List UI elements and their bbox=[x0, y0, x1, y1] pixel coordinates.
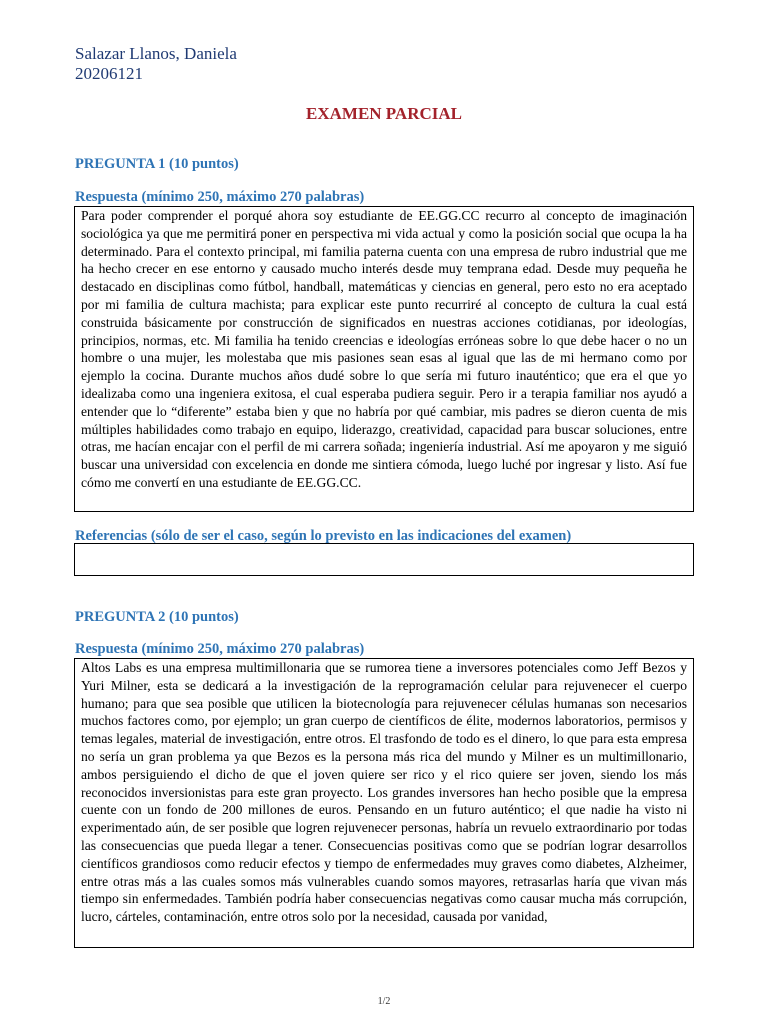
question-1-answer-box bbox=[74, 206, 694, 512]
student-code: 20206121 bbox=[75, 64, 143, 83]
question-2-answer-box bbox=[74, 658, 694, 948]
question-2-heading: PREGUNTA 2 (10 puntos) bbox=[75, 609, 239, 625]
exam-title: EXAMEN PARCIAL bbox=[306, 104, 462, 123]
question-2-answer-text: Altos Labs es una empresa multimillonaria que se rumorea tiene a inversores potenciales como Jeff Bezos y Yuri Milner, esta se dedicará a la investigación de la reprogramación celular para rejuvenecer el cuerpo humano; para que sea posible que utilicen la biotecnología para rejuvenecer células humanas son necesarios muchos factores como, por ejemplo; un gran cuerpo de científicos de élite, modernos laboratorios, permisos y temas legales, material de investigación, entre otros. El trasfondo de todo es el dinero, lo que para esta empresa no sería un gran problema ya que Bezos es la persona más rica del mundo y Milner es un multimillonario, ambos persiguiendo el dicho de que el joven quiere ser rico y el rico quiere ser joven, siendo los más reconocidos inversionistas para este gran proyecto. Los grandes inversores han hecho posible que la empresa cuente con un fondo de 200 millones de euros. Pensando en un futuro auténtico; el que nadie ha visto ni experimentado aún, de ser posible que logren rejuvenecer personas, habría un revuelo extraordinario por todas las consecuencias que pueda llegar a tener. Consecuencias positivas como que se podrían lograr desarrollos científicos grandiosos como reducir efectos y tiempo de enfermedades muy graves como diabetes, Alzheimer, entre otras más a las cuales somos más vulnerables cuando somos mayores, retrasarlas haría que vivan más tiempo sin enfermedades. También podría haber consecuencias negativas como causar mucha más corrupción, lucro, cárteles, contaminación, entre otros solo por la necesidad, causada por vanidad, bbox=[81, 660, 687, 925]
student-name: Salazar Llanos, Daniela bbox=[75, 44, 237, 63]
question-2-answer-label: Respuesta (mínimo 250, máximo 270 palabras) bbox=[75, 641, 365, 657]
references-label: Referencias (sólo de ser el caso, según lo previsto en las indicaciones del examen) bbox=[75, 528, 572, 544]
question-1-answer-text: Para poder comprender el porqué ahora soy estudiante de EE.GG.CC recurro al concepto de imaginación sociológica ya que me permitirá poner en perspectiva mi vida actual y como la posición social que ocupa la ha determinado. Para el contexto principal, mi familia paterna cuenta con una empresa de rubro industrial que me ha hecho crecer en ese entorno y causado mucho interés desde muy temprana edad. Desde muy pequeña he destacado en disciplinas como fútbol, handball, matemáticas y ciencias en general, pero esto no era aceptado por mi familia de cultura machista; para explicar este punto recurriré al concepto de cultura la cual está construida básicamente por construcción de significados en nuestras acciones cotidianas, por ideologías, principios, normas, etc. Mi familia ha tenido creencias e ideologías erróneas sobre lo que debe hacer o no un hombre o una mujer, les molestaba que mis pasiones sean esas al igual que las de mi hermano como por ejemplo la cocina. Durante muchos años dudé sobre lo que sería mi futuro inauténtico; que era el que yo idealizaba como una ingeniera exitosa, el cual esperaba pudiera seguir. Pero ir a terapia familiar nos ayudó a entender que lo “diferente” estaba bien y que no habría por qué cambiar, mis padres se dieron cuenta de mis múltiples habilidades como trabajo en equipo, liderazgo, creatividad, capacidad para buscar soluciones, entre otras, me hacían encajar con el perfil de mi carrera soñada; ingeniería industrial. Así me apoyaron y me siguió buscar una universidad con excelencia en donde me sintiera cómoda, luego luché por ingresar y listo. Así fue cómo me convertí en una estudiante de EE.GG.CC. bbox=[81, 208, 687, 490]
student-info bbox=[75, 44, 237, 84]
question-1-heading: PREGUNTA 1 (10 puntos) bbox=[75, 156, 239, 172]
page-number: 1/2 bbox=[377, 996, 391, 1007]
question-1-answer-label: Respuesta (mínimo 250, máximo 270 palabras) bbox=[75, 189, 365, 205]
references-box bbox=[74, 543, 694, 576]
